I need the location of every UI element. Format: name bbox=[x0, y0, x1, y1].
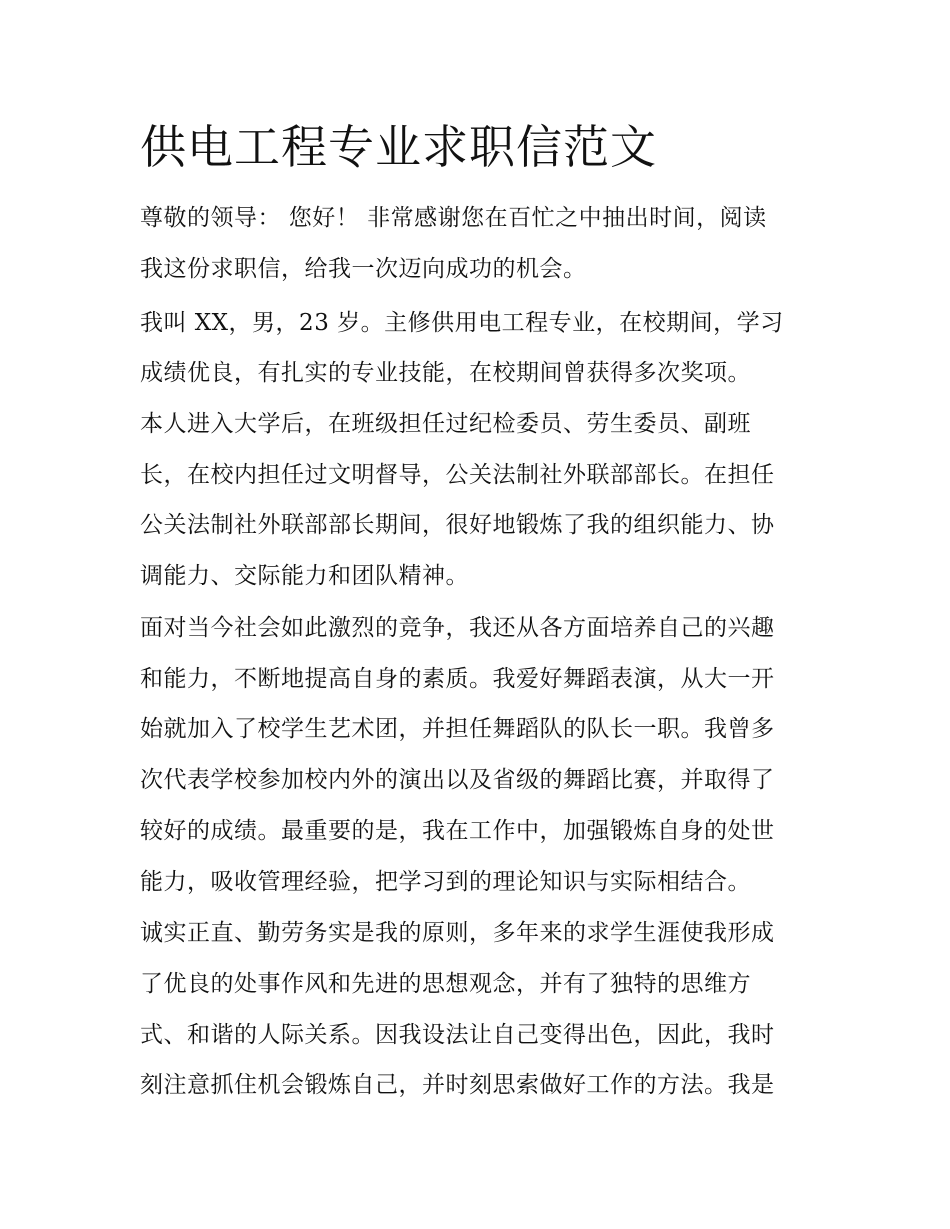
body-line: 成绩优良，有扎实的专业技能，在校期间曾获得多次奖项。 bbox=[140, 360, 751, 386]
body-line: 尊敬的领导： 您好！ 非常感谢您在百忙之中抽出时间，阅读 bbox=[140, 205, 767, 231]
body-line: 和能力，不断地提高自身的素质。我爱好舞蹈表演，从大一开 bbox=[140, 666, 775, 692]
body-line: 公关法制社外联部部长期间，很好地锻炼了我的组织能力、协 bbox=[140, 512, 775, 538]
document-title: 供电工程专业求职信范文 bbox=[140, 120, 657, 174]
body-line: 较好的成绩。最重要的是，我在工作中，加强锻炼自身的处世 bbox=[140, 818, 775, 844]
body-line: 调能力、交际能力和团队精神。 bbox=[140, 563, 469, 589]
body-line: 面对当今社会如此激烈的竞争，我还从各方面培养自己的兴趣 bbox=[140, 615, 775, 641]
body-line: 长，在校内担任过文明督导，公关法制社外联部部长。在担任 bbox=[140, 462, 775, 488]
body-line: 始就加入了校学生艺术团，并担任舞蹈队的队长一职。我曾多 bbox=[140, 716, 775, 742]
body-line: 诚实正直、勤劳务实是我的原则，多年来的求学生涯使我形成 bbox=[140, 920, 775, 946]
body-line: 我叫 XX，男，23 岁。主修供用电工程专业，在校期间，学习 bbox=[140, 310, 784, 336]
body-line: 我这份求职信，给我一次迈向成功的机会。 bbox=[140, 256, 587, 282]
body-line: 能力，吸收管理经验，把学习到的理论知识与实际相结合。 bbox=[140, 869, 751, 895]
body-line: 式、和谐的人际关系。因我设法让自己变得出色，因此，我时 bbox=[140, 1022, 775, 1048]
body-line: 刻注意抓住机会锻炼自己，并时刻思索做好工作的方法。我是 bbox=[140, 1072, 775, 1098]
body-line: 次代表学校参加校内外的演出以及省级的舞蹈比赛，并取得了 bbox=[140, 767, 775, 793]
body-line: 了优良的处事作风和先进的思想观念，并有了独特的思维方 bbox=[140, 971, 751, 997]
body-line: 本人进入大学后，在班级担任过纪检委员、劳生委员、副班 bbox=[140, 411, 751, 437]
